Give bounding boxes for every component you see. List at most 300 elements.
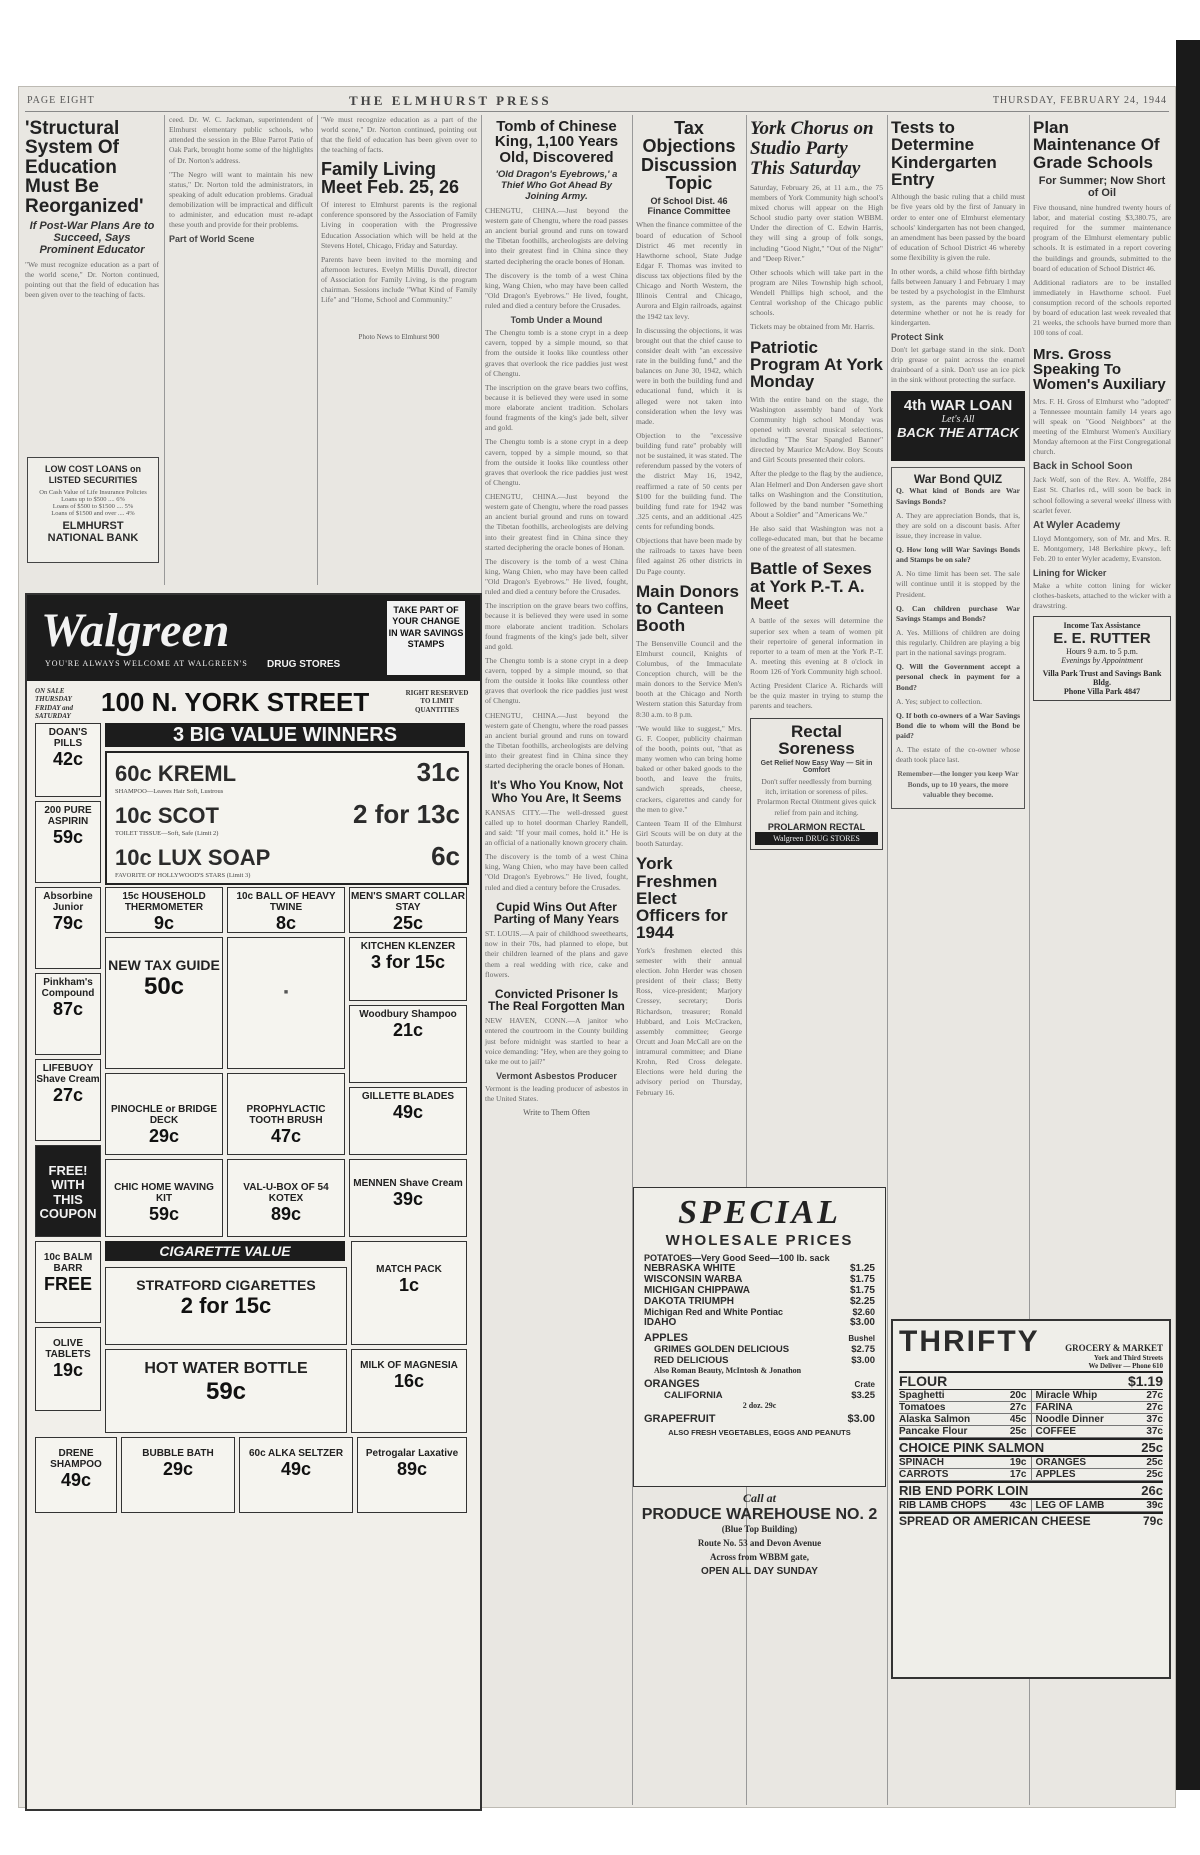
war-loan-title: 4th WAR LOAN xyxy=(903,397,1013,415)
winner-name: 10c SCOT xyxy=(115,803,219,828)
quiz-answer: A. Yes. Millions of children are doing this regularly. Children are playing a big part in the national savings program. xyxy=(896,627,1020,658)
product-price: 2 for 15c xyxy=(180,1293,272,1319)
product-price: 59c xyxy=(52,827,84,847)
masthead: THE ELMHURST PRESS xyxy=(349,93,552,108)
tax-assist-phone: Phone Villa Park 4847 xyxy=(1063,686,1141,696)
oranges-unit: Crate xyxy=(854,1380,875,1389)
product-tile xyxy=(35,1059,101,1141)
headline: Lining for Wicker xyxy=(1033,568,1107,579)
product-tile xyxy=(35,973,101,1055)
oranges-head xyxy=(644,1378,875,1390)
product-price: 49c xyxy=(280,1459,312,1479)
war-bond-quiz xyxy=(891,467,1025,808)
item-name: Tomatoes xyxy=(899,1401,946,1413)
product-tile xyxy=(105,1159,223,1237)
item-name: RIB LAMB CHOPS xyxy=(899,1499,987,1511)
headline: Plan Maintenance Of Grade Schools xyxy=(1033,118,1160,172)
product-tile xyxy=(35,723,101,797)
also-note: ALSO FRESH VEGETABLES, EGGS AND PEANUTS xyxy=(668,1428,851,1437)
headline: It's Who You Know, Not Who You Are, It Seems xyxy=(489,778,624,805)
paragraph: Although the basic ruling that a child must be five years old by the first of January in order to enter one of Elmhurst elementary schools' kindergarten has not been changed, an amendment has been passed by the board of education of School District 46 whereby some flexibility is given the rule. xyxy=(891,192,1025,263)
product-name: DOAN'S PILLS xyxy=(48,727,88,749)
product-name: KITCHEN KLENZER xyxy=(360,941,456,952)
product-price: 89c xyxy=(270,1204,302,1224)
article-plan xyxy=(1033,115,1171,701)
product-name: BUBBLE BATH xyxy=(142,1448,214,1459)
free-label: FREE! WITH THIS COUPON xyxy=(39,1163,97,1221)
apple-row xyxy=(644,1355,875,1366)
product-price: 87c xyxy=(52,999,84,1019)
item-price: 25c xyxy=(1146,1468,1163,1480)
thrifty-subtitles xyxy=(1065,1343,1163,1371)
potato-price: $1.75 xyxy=(849,1285,875,1296)
ad-headline: Rectal Soreness xyxy=(778,721,855,758)
paragraph: Of interest to Elmhurst parents is the regional conference sponsored by the Association of Family Living in cooperation with the Progressive Education Association which will be held at the Stevens Hotel, Chicago, Friday and Saturday. xyxy=(321,200,477,250)
warehouse-open: OPEN ALL DAY SUNDAY xyxy=(701,1566,818,1577)
big-value-winners xyxy=(105,751,469,885)
potato-price: $1.75 xyxy=(849,1274,875,1285)
paragraph: Lloyd Montgomery, son of Mr. and Mrs. R. E. Montgomery, 148 Berkshire pkwy., left Feb. 20 to enter Wyler academy, Evanston. xyxy=(1033,533,1171,563)
product-name: MATCH PACK xyxy=(376,1264,442,1275)
deck: For Summer; Now Short of Oil xyxy=(1038,174,1166,199)
oranges-note: 2 doz. 29c xyxy=(742,1401,777,1410)
produce-ad xyxy=(633,1187,886,1487)
product-name: Woodbury Shampoo xyxy=(359,1009,457,1020)
quiz-question: Q. If both co-owners of a War Savings Bond die to whom will the Bond be paid? xyxy=(896,710,1020,741)
product-name: Pinkham's Compound xyxy=(41,977,95,999)
product-tile xyxy=(349,1087,467,1155)
paragraph: York's freshmen elected this semester with their annual election. John Herder was chosen president of their class; Betty Ross, vice-president; Marjory Cressey, secretary; Doris Richardson, treasurer; Ronald Hubbard, and Lois McCracken, assembly committee; George Orcutt and Joan McCall are on the intramural committee; and Diane Krohn, Red Cross delegate. Elections were held during the advisory period on Thursday, February 16. xyxy=(636,945,742,1097)
item-name: FARINA xyxy=(1035,1401,1073,1413)
special-title: SPECIAL xyxy=(678,1194,841,1231)
apple-row xyxy=(644,1344,875,1355)
product-price: 1c xyxy=(398,1275,420,1295)
item-name: SPREAD OR AMERICAN CHEESE xyxy=(899,1513,1091,1528)
product-price: 3 for 15c xyxy=(370,952,446,972)
paragraph: CHENGTU, CHINA.—Just beyond the western gate of Chengtu, where the road passes an ancient burial ground and runs on toward the Tibetan foothills, archeologists are delving into their greatest find in China since they started deciphering the oracle bones of Honan. xyxy=(485,492,628,552)
product-name: LIFEBUOY Shave Cream xyxy=(36,1063,100,1085)
article-structural-cont xyxy=(169,115,313,247)
product-tile xyxy=(227,1159,345,1237)
tax-assist-evenings: Evenings by Appointment xyxy=(1061,655,1143,665)
apple-name: RED DELICIOUS xyxy=(654,1355,729,1366)
quiz-footer: Remember—the longer you keep War Bonds, up to 10 years, the more valuable they become. xyxy=(897,769,1019,799)
product-tile xyxy=(105,887,223,933)
headline: York Freshmen Elect Officers for 1944 xyxy=(636,854,728,943)
item-price: $1.19 xyxy=(1127,1372,1163,1389)
potato-price: $3.00 xyxy=(849,1317,875,1328)
thrifty-row xyxy=(899,1414,1163,1426)
call-at: Call at xyxy=(742,1491,776,1505)
article-kindergarten xyxy=(891,115,1025,809)
item-price: 79c xyxy=(1142,1513,1163,1528)
product-price: 9c xyxy=(153,913,175,933)
warehouse-building: (Blue Top Building) xyxy=(721,1524,798,1534)
free-coupon-badge xyxy=(35,1145,101,1237)
product-name: 10c BALM BARR xyxy=(43,1252,93,1274)
product-tile xyxy=(351,1349,467,1433)
thrifty-ad xyxy=(891,1319,1171,1679)
apples-unit: Bushel xyxy=(848,1334,875,1343)
quiz-question: Q. How long will War Savings Bonds and Stamps be on sale? xyxy=(896,545,1020,565)
walgreen-welcome: YOU'RE ALWAYS WELCOME AT WALGREEN'S xyxy=(45,659,248,668)
product-tile xyxy=(227,1073,345,1155)
item-price: 43c xyxy=(1009,1499,1027,1511)
product-price: 29c xyxy=(162,1459,194,1479)
potato-name: WISCONSIN WARBA xyxy=(644,1274,743,1285)
product-name: 60c ALKA SELTZER xyxy=(248,1448,344,1459)
potato-row xyxy=(644,1296,875,1307)
paragraph: ST. LOUIS.—A pair of childhood sweethearts, now in their 70s, had planned to elope, but their children learned of the plans and gave them a real wedding with rice, cake and flowers. xyxy=(485,929,628,979)
winner-price: 31c xyxy=(416,757,460,787)
orange-price: $3.25 xyxy=(851,1390,875,1401)
product-tile xyxy=(349,1005,467,1083)
item-price: 20c xyxy=(1009,1389,1027,1401)
paragraph: In discussing the objections, it was brought out that the chief cause to consider dealt with "an excessive rate in the building fund," and the balances on June 30, 1942, which were in both the building fund and educational fund, which it is alleged were not taken into consideration when the levy was made. xyxy=(636,325,742,426)
headline: At Wyler Academy xyxy=(1033,519,1121,531)
item-name: Alaska Salmon xyxy=(899,1413,971,1425)
product-price: 49c xyxy=(60,1470,92,1490)
deck: If Post-War Plans Are to Succeed, Says Prominent Educator xyxy=(29,219,155,256)
article-family xyxy=(321,115,477,341)
potatoes-head: POTATOES—Very Good Seed—100 lb. sack xyxy=(644,1253,830,1263)
store-address: 100 N. YORK STREET xyxy=(101,687,370,717)
product-price: 8c xyxy=(275,913,297,933)
winner-desc: FAVORITE OF HOLLYWOOD'S STARS (Limit 3) xyxy=(115,872,251,879)
winner-price: 2 for 13c xyxy=(353,799,460,829)
paragraph: Mrs. F. H. Gross of Elmhurst who "adopted" a Tennessee mountain family 14 years ago will speak on "Good Neighbors" at the meeting of the Elmhurst Women's Auxiliary Monday afternoon at the First Congregational church. xyxy=(1033,396,1171,457)
tax-guide-image: ■ xyxy=(227,937,345,1069)
apple-price: $3.00 xyxy=(851,1355,875,1366)
war-loan-banner xyxy=(891,391,1025,461)
item-name: LEG OF LAMB xyxy=(1035,1499,1105,1511)
reserve-note: RIGHT RESERVED TO LIMIT QUANTITIES xyxy=(405,689,469,714)
paragraph: CHENGTU, CHINA.—Just beyond the western gate of Chengtu, where the road passes an ancient burial ground and runs on toward the Tibetan foothills, archeologists are delving into their greatest find in China since they started deciphering the oracle bones of Honan. xyxy=(485,205,628,266)
potato-price: $2.25 xyxy=(849,1296,875,1307)
film-edge xyxy=(1176,40,1200,1790)
product-tile xyxy=(105,1073,223,1155)
item-name: Spaghetti xyxy=(899,1389,945,1401)
item-name: Pancake Flour xyxy=(899,1425,968,1437)
item-name: Noodle Dinner xyxy=(1035,1413,1104,1425)
paragraph: Other schools which will take part in the program are Niles Township high school, Wendell Phillips high school, and the Central workshop of the Chicago public schools. xyxy=(750,267,883,318)
item-price: 25c xyxy=(1009,1425,1027,1437)
loans-line: Loans of $1500 and over .... 4% xyxy=(51,509,135,517)
item-price: 37c xyxy=(1146,1413,1163,1425)
item-price: 25c xyxy=(1146,1456,1163,1468)
item-price: 39c xyxy=(1146,1499,1163,1511)
quiz-answer: A. Yes; subject to collection. xyxy=(896,696,983,706)
paragraph: "The Negro will want to maintain his new status," Dr. Norton told the administrators, in speaking of adult education problems. Gradual demobilization will be impractical and difficult to administer, and education must re-adapt these youth and provide for their problems. xyxy=(169,169,313,230)
item-price: 17c xyxy=(1009,1468,1027,1480)
page-label: PAGE EIGHT xyxy=(27,95,95,106)
product-tile xyxy=(239,1437,353,1513)
paragraph: The Bensenville Council and the Elmhurst council, Knights of Columbus, of the Immaculate Conception church, will be the main donors to the Service Men's booth at the Chicago and North Western station this Saturday from 8:30 a.m. to 8 p.m. xyxy=(636,638,742,719)
apples-head xyxy=(644,1332,875,1344)
winner-row xyxy=(115,799,460,837)
product-tile xyxy=(357,1437,467,1513)
paragraph: In other words, a child whose fifth birthday falls between January 1 and February 1 may be tested by a psychologist in the Elmhurst system, as the parents may choose, to determine whether or not he is ready for kindergarten. xyxy=(891,267,1025,327)
quiz-title: War Bond QUIZ xyxy=(913,472,1003,487)
product-price: 59c xyxy=(148,1204,180,1224)
paragraph: He also said that Washington was not a college-educated man, but that he became one of the greatest of all statesmen. xyxy=(750,524,883,554)
product-name: CHIC HOME WAVING KIT xyxy=(114,1182,214,1204)
headline: Convicted Prisoner Is The Real Forgotten Man xyxy=(488,986,625,1014)
big-value-title: 3 BIG VALUE WINNERS xyxy=(105,723,465,747)
potato-price: $1.25 xyxy=(849,1263,875,1274)
apple-name: GRIMES GOLDEN DELICIOUS xyxy=(654,1344,790,1355)
product-name: MENNEN Shave Cream xyxy=(353,1178,463,1189)
paragraph: The Chengtu tomb is a stone crypt in a deep cavern, topped by a simple mound, so that from the outside it looks like countless other graves that overlook the rice paddies just west of Chengtu. xyxy=(485,328,628,378)
paragraph: Parents have been invited to the morning and afternoon lectures. Evelyn Millis Duvall, director of Association for Family Living, is the program chairman. Sessions include "What Kind of Family Life" and "Home, School and Community." xyxy=(321,254,477,305)
deck: 'Old Dragon's Eyebrows,' a Thief Who Got Ahead By Joining Army. xyxy=(495,168,618,202)
ad-deck: Get Relief Now Easy Way — Sit in Comfort xyxy=(760,760,873,775)
product-price: 39c xyxy=(392,1189,424,1209)
product-price: 27c xyxy=(52,1085,84,1105)
paragraph: KANSAS CITY.—The well-dressed guest called up to hotel doorman Charley Randell, and said: "If your mail comes, hold it." He is an official of a nationally known grocery chain. xyxy=(485,807,628,848)
thrifty-row xyxy=(899,1481,1163,1500)
paragraph: Five thousand, nine hundred twenty hours of labor, and material costing $3,380.75, are required for the summer maintenance program of the Elmhurst elementary public schools. It is estimated in a report covering the buildings and grounds, submitted to the board of education of School District 46. xyxy=(1033,202,1171,273)
potato-row xyxy=(644,1317,875,1328)
credit: Write to Them Often xyxy=(523,1108,590,1118)
product-price: 16c xyxy=(393,1371,425,1391)
product-name: STRATFORD CIGARETTES xyxy=(136,1277,316,1293)
loans-title: LOW COST LOANS on LISTED SECURITIES xyxy=(45,464,141,485)
ad-body: Don't suffer needlessly from burning itch, irritation or soreness of piles. Prolarmon Rectal Ointment gives quick relief from pain and itching. xyxy=(756,777,877,817)
cigarette-value-banner: CIGARETTE VALUE xyxy=(105,1241,345,1261)
product-price: 42c xyxy=(52,749,84,769)
headline: York Chorus on Studio Party This Saturday xyxy=(750,118,874,179)
paragraph: "We must recognize education as a part of the world scene," Dr. Norton continued, pointing out that the field of education has been given over to the teaching of facts. xyxy=(25,259,159,300)
product-price: 29c xyxy=(148,1126,180,1146)
product-price: 19c xyxy=(52,1360,84,1380)
product-name: NEW TAX GUIDE xyxy=(108,957,220,973)
paragraph: Tickets may be obtained from Mr. Harris. xyxy=(750,322,875,332)
paragraph: Vermont is the leading producer of asbestos in the United States. xyxy=(485,1083,628,1104)
credit: Photo News to Elmhurst 900 xyxy=(358,333,440,342)
thrifty-row xyxy=(899,1469,1163,1481)
thrifty-row xyxy=(899,1402,1163,1414)
thrifty-row xyxy=(899,1390,1163,1402)
paragraph: ceed. Dr. W. C. Jackman, superintendent of Elmhurst elementary public schools, who attended the session in the Blue Parrot Patio of Oak Park, brought home some of the highlights of Dr. Norton's address. xyxy=(169,115,313,165)
product-tile xyxy=(121,1437,235,1513)
paragraph: When the finance committee of the board of education of School District 46 met recently in Hawthorne school, State Judge Edgar F. Thomas was invited to discuss tax objections filed by the Chicago and North Western, the Illinois Central and Chicago, Aurora and Elgin railroads, against the 1942 tax levy. xyxy=(636,220,742,321)
item-price: 27c xyxy=(1009,1401,1027,1413)
potato-name: IDAHO xyxy=(644,1317,677,1328)
headline: Battle of Sexes at York P.-T. A. Meet xyxy=(750,559,872,614)
orange-row xyxy=(644,1390,875,1401)
headline: Tomb of Chinese King, 1,100 Years Old, Discovered xyxy=(494,118,619,166)
potato-price: $2.60 xyxy=(852,1307,875,1317)
paragraph: The discovery is the tomb of a west China king, Wang Chien, who may have been called "Old Dragon's Eyebrows." He lived, fought, ruled and died a century before the Crusades. xyxy=(485,852,628,892)
item-name: Miracle Whip xyxy=(1035,1389,1098,1401)
product-name: HOT WATER BOTTLE xyxy=(144,1360,308,1377)
produce-location xyxy=(633,1491,886,1641)
subhead: Protect Sink xyxy=(891,331,944,342)
paragraph: After the pledge to the flag by the audience, Alan Helmerl and Don Andersen gave short talks on Washington and the Constitution, followed by the band number "Something About a Soldier" and "Americans We." xyxy=(750,469,883,519)
column-rule xyxy=(887,115,888,1805)
product-price: FREE xyxy=(43,1274,92,1294)
product-name: MILK OF MAGNESIA xyxy=(360,1360,458,1371)
issue-date: THURSDAY, FEBRUARY 24, 1944 xyxy=(992,95,1167,106)
item-name: CHOICE PINK SALMON xyxy=(899,1439,1045,1455)
ad-store: Walgreen DRUG STORES xyxy=(755,832,878,845)
headline: Tax Objections Discussion Topic xyxy=(640,118,738,194)
subhead: Vermont Asbestos Producer xyxy=(496,1070,617,1081)
headline: Main Donors to Canteen Booth xyxy=(636,581,739,636)
paragraph: Objection to the "excessive building fund rate" probably will not be sustained, it was stated. The referendum passed by the voters of the district May 16, 1942, reaffirmed a rate of 50 cents per $100 for the building fund. The building fund rate for 1942 was .325 cents, and an additional .425 cents for refunding bonds. xyxy=(636,430,742,532)
product-name: MEN'S SMART COLLAR STAY xyxy=(350,891,466,913)
paragraph: CHENGTU, CHINA.—Just beyond the western gate of Chengtu, where the road passes an ancient burial ground and runs on toward the Tibetan foothills, archeologists are delving into their greatest find in China since they started deciphering the oracle bones of Honan. xyxy=(485,710,628,771)
oranges-label: ORANGES xyxy=(644,1378,700,1390)
war-stamps-badge: TAKE PART OF YOUR CHANGE IN WAR SAVINGS STAMPS xyxy=(387,601,465,675)
article-structural xyxy=(25,115,159,304)
paragraph: With the entire band on the stage, the Washington assembly band of York Community high school Monday was opened with several musical selections, including "The Star Spangled Banner" directed by Maurice McAdow. Boy Scouts and Girl Scouts presented their colors. xyxy=(750,394,883,465)
war-loan-line: Let's All xyxy=(941,414,975,426)
paragraph: The inscription on the grave bears two coffins, because it is believed they were used in some more elaborate ancient tradition. Scholars found fragments of the king's jade belt, silver and gold. xyxy=(485,601,628,651)
ad-brand: PROLARMON RECTAL xyxy=(767,821,866,832)
item-name: CARROTS xyxy=(899,1468,949,1480)
item-price: 37c xyxy=(1146,1425,1163,1437)
product-name: 15c HOUSEHOLD THERMOMETER xyxy=(122,891,206,913)
product-price: 79c xyxy=(52,913,84,933)
thrifty-row xyxy=(899,1512,1163,1528)
potato-row xyxy=(644,1285,875,1296)
header-rule xyxy=(25,111,1169,112)
headline: Tests to Determine Kindergarten Entry xyxy=(891,118,997,189)
product-name: GILLETTE BLADES xyxy=(361,1091,455,1102)
item-name: COFFEE xyxy=(1035,1425,1077,1437)
item-name: RIB END PORK LOIN xyxy=(899,1482,1029,1498)
subhead: Tomb Under a Mound xyxy=(510,315,603,326)
tax-assist-title: Income Tax Assistance xyxy=(1063,620,1141,630)
walgreen-ad xyxy=(25,593,482,1811)
loans-line: Loans up to $500 .... 6% xyxy=(61,495,125,503)
paragraph: A battle of the sexes will determine the superior sex when a team of women pit their repertoire of general information in reporter to a team of men at the York P.-T. A. meeting this evening at 8 o'clock in Room 126 of York Community high school. xyxy=(750,616,883,677)
product-name: DRENE SHAMPOO xyxy=(50,1448,102,1470)
potato-row xyxy=(644,1263,875,1274)
product-tile xyxy=(227,887,345,933)
paragraph: Canteen Team II of the Elmhurst Girl Scouts will be on duty at the booth Saturday. xyxy=(636,818,742,849)
grapefruit-price: $3.00 xyxy=(847,1413,875,1425)
product-price: 25c xyxy=(392,913,424,933)
potato-name: DAKOTA TRIUMPH xyxy=(644,1296,734,1307)
product-tile xyxy=(105,1267,347,1345)
paragraph: Don't let garbage stand in the sink. Don't drip grease or paint across the enamel drainboard of a sink. Don't use an ice pick in the sink without protecting the surface. xyxy=(891,344,1025,385)
thrifty-sub: GROCERY & MARKET xyxy=(1065,1343,1163,1353)
loans-line: Loans of $500 to $1500 .... 5% xyxy=(52,502,134,510)
thrifty-row xyxy=(899,1438,1163,1457)
warehouse-across: Across from WBBM gate, xyxy=(710,1552,809,1562)
column-rule xyxy=(317,115,318,585)
article-chorus xyxy=(750,115,883,850)
winner-name: 60c KREML xyxy=(115,761,237,786)
article-tax xyxy=(636,115,742,1102)
product-price: 89c xyxy=(396,1459,428,1479)
headline: Patriotic Program At York Monday xyxy=(750,337,883,392)
product-tile xyxy=(35,801,101,883)
paragraph: "We would like to suggest," Mrs. G. F. Cooper, publicity chairman of the booth, points out, "that as many women who can bring home baked or other baked goods to the booth, and leave the fruits, sandwich spreads, cheese, crackers, cigarettes and candy for the men to give." xyxy=(636,723,742,814)
item-name: FLOUR xyxy=(899,1372,948,1389)
grapefruit-name: GRAPEFRUIT xyxy=(644,1413,716,1425)
paragraph: "We must recognize education as a part of the world scene," Dr. Norton continued, pointing out that the field of education has been given over to the teaching of facts. xyxy=(321,115,477,155)
product-tile xyxy=(349,1159,467,1237)
product-name: 200 PURE ASPIRIN xyxy=(44,805,92,827)
winner-name: 10c LUX SOAP xyxy=(115,845,271,870)
apple-price: $2.75 xyxy=(851,1344,875,1355)
item-name: SPINACH xyxy=(899,1456,945,1468)
product-tile xyxy=(35,887,101,969)
product-name: VAL-U-BOX OF 54 KOTEX xyxy=(243,1182,329,1204)
product-price: 59c xyxy=(205,1377,247,1405)
rectal-ad xyxy=(750,718,883,850)
quiz-question: Q. Will the Government accept a personal check in payment for a Bond? xyxy=(896,662,1020,692)
deck: Of School Dist. 46 Finance Committee xyxy=(647,196,731,217)
product-price: 50c xyxy=(143,973,185,1001)
headline: Cupid Wins Out After Parting of Many Years xyxy=(493,899,620,926)
product-name: Petrogalar Laxative xyxy=(365,1448,459,1459)
tax-assist-address: Villa Park Trust and Savings Bank Bldg. xyxy=(1042,668,1162,687)
paragraph: The Chengtu tomb is a stone crypt in a deep cavern, topped by a simple mound, so that from the outside it looks like countless other graves that overlook the rice paddies just west of Chengtu. xyxy=(485,437,628,487)
product-tile xyxy=(105,937,223,1069)
product-tile xyxy=(35,1437,117,1513)
product-name: OLIVE TABLETS xyxy=(45,1338,91,1360)
quiz-answer: A. They are appreciation Bonds, that is, they are sold on a discount basis. After issue, they increase in value. xyxy=(896,510,1020,540)
grapefruit-row xyxy=(644,1413,875,1425)
paragraph: Acting President Clarice A. Richards will be the quiz master in trying to stump the parents and teachers. xyxy=(750,681,883,711)
thrifty-header xyxy=(899,1325,1163,1371)
product-name: Absorbine Junior xyxy=(43,891,93,913)
headline: Mrs. Gross Speaking To Women's Auxiliary xyxy=(1033,345,1166,394)
thrifty-row xyxy=(899,1500,1163,1512)
apples-label: APPLES xyxy=(644,1332,689,1344)
warehouse-route: Route No. 53 and Devon Avenue xyxy=(697,1538,822,1548)
product-price: 47c xyxy=(270,1126,302,1146)
quiz-answer: A. No time limit has been set. The sale will continue until it is stopped by the President. xyxy=(896,569,1020,599)
quiz-answer: A. The estate of the co-owner whose death took place last. xyxy=(896,745,1020,765)
walgreen-subtitle: DRUG STORES xyxy=(267,659,341,670)
item-price: 19c xyxy=(1009,1456,1027,1468)
product-tile xyxy=(35,1241,101,1323)
thrifty-row xyxy=(899,1371,1163,1390)
item-price: 25c xyxy=(1141,1439,1163,1455)
potato-name: Michigan Red and White Pontiac xyxy=(644,1307,784,1317)
quiz-question: Q. Can children purchase War Savings Stamps and Bonds? xyxy=(896,603,1020,623)
loans-line: On Cash Value of Life Insurance Policies xyxy=(39,488,147,496)
paragraph: Additional radiators are to be installed immediately in Hawthorne school. Fuel consumption record of the schools reported by board of education last week revealed that 21 weeks, the schools have burned more than 100 tons of coal. xyxy=(1033,277,1171,338)
headline: 'Structural System Of Education Must Be Reorganized' xyxy=(25,118,144,217)
sale-note: ON SALE THURSDAY FRIDAY and SATURDAY xyxy=(35,687,74,721)
winner-row xyxy=(115,757,460,795)
thrifty-sub: York and Third Streets xyxy=(1093,1353,1163,1362)
product-tile xyxy=(351,1241,467,1345)
bank-name: ELMHURST NATIONAL BANK xyxy=(47,519,139,544)
potato-row xyxy=(644,1307,875,1317)
paragraph: The discovery is the tomb of a west China king, Wang Chien, who may have been called "Old Dragon's Eyebrows." He lived, fought, ruled and died a century before the Crusades. xyxy=(485,270,628,311)
tax-assistance-ad xyxy=(1033,616,1171,701)
product-name: 10c BALL OF HEAVY TWINE xyxy=(236,891,336,913)
product-price: 21c xyxy=(392,1020,424,1040)
thrifty-row xyxy=(899,1457,1163,1469)
newspaper-page xyxy=(18,86,1176,1808)
potato-name: MICHIGAN CHIPPAWA xyxy=(644,1285,750,1296)
paragraph: Objections that have been made by the railroads to taxes have been filed against 26 other districts in Du Page county. xyxy=(636,536,742,576)
item-name: ORANGES xyxy=(1035,1456,1087,1468)
potato-name: NEBRASKA WHITE xyxy=(644,1263,736,1274)
thrifty-sub: We Deliver — Phone 610 xyxy=(1088,1362,1163,1371)
walgreen-logo: Walgreen xyxy=(41,604,230,657)
paragraph: Make a white cotton lining for wicker clothes-baskets, attached to the wicker with a drawstring. xyxy=(1033,581,1171,611)
